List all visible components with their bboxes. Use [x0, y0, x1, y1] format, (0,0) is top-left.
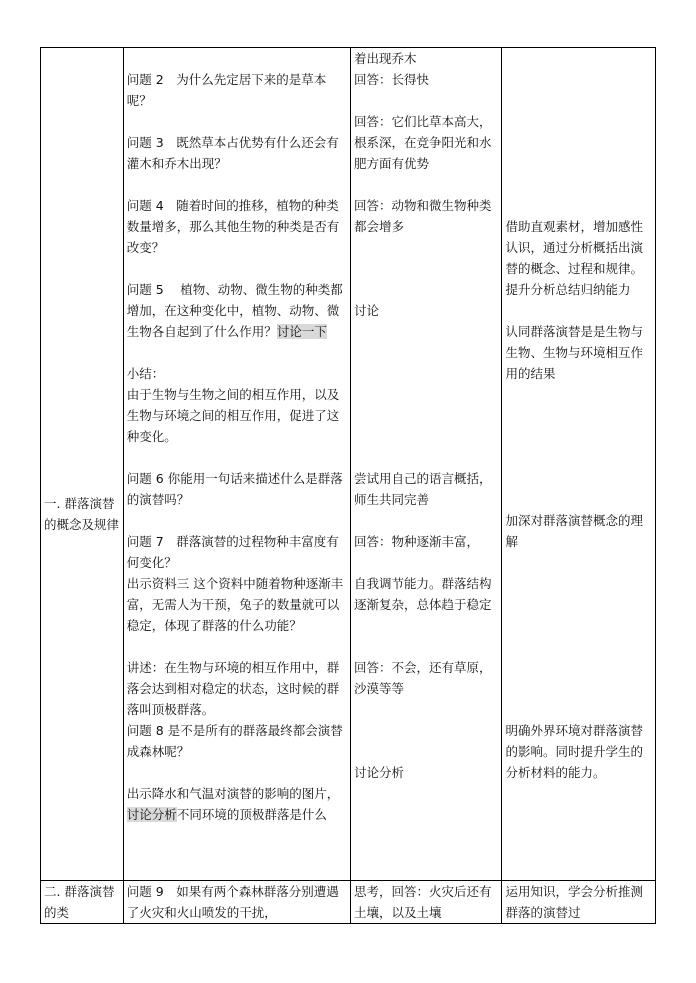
table-row — [41, 881, 656, 924]
teacher-activity-cell — [123, 48, 350, 881]
intent-text: 认同群落演替是是生物与生物、生物与环境相互作用的结果 — [505, 324, 643, 381]
intent-text: 加深对群落演替概念的理解 — [505, 513, 643, 549]
highlight-text: 讨论一下 — [276, 324, 327, 339]
design-intent-cell — [502, 881, 656, 924]
teacher-text-part: 问题 5 植物、动物、微生物的种类都增加，在这种变化中，植物、动物、微生物各自起到了什么作用？ — [126, 282, 343, 339]
teacher-activity-cell — [123, 881, 350, 924]
teacher-text: 问题 4 随着时间的推移，植物的种类数量增多，那么其他生物的种类是否有改变？ — [126, 198, 340, 255]
teacher-text: 问题 9 如果有两个森林群落分别遭遇了火灾和火山喷发的干扰， — [126, 884, 339, 920]
teacher-text: 出示资料三 这个资料中随着物种逐渐丰富，无需人为干预，兔子的数量就可以稳定，体现了群落的什么功能？ — [126, 576, 344, 633]
teacher-text: 小结： — [126, 366, 165, 381]
student-activity-cell — [351, 881, 502, 924]
highlight-text: 讨论分析 — [126, 807, 177, 822]
topic-cell — [41, 48, 124, 881]
topic-cell — [41, 881, 124, 924]
teacher-text: 问题 7 群落演替的过程物种丰富度有何变化？ — [126, 534, 339, 570]
lesson-plan-table — [40, 47, 656, 924]
student-text: 思考，回答：火灾后还有土壤，以及土壤 — [354, 884, 492, 920]
student-text: 回答：长得快 — [354, 72, 430, 87]
student-text: 回答：动物和微生物种类都会增多 — [354, 198, 492, 234]
teacher-text-part: 不同环境的顶极群落是什么 — [176, 807, 327, 822]
teacher-text: 问题 6 你能用一句话来描述什么是群落的演替吗？ — [126, 471, 343, 507]
teacher-text-part: 出示降水和气温对演替的影响的图片， — [126, 786, 340, 801]
student-text: 自我调节能力。群落结构逐渐复杂，总体趋于稳定 — [354, 576, 492, 612]
intent-text: 借助直观素材，增加感性认识，通过分析概括出演替的概念、过程和规律。提升分析总结归纳能力 — [505, 219, 643, 297]
student-text: 回答：不会，还有草原，沙漠等等 — [354, 660, 492, 696]
student-text: 讨论 — [354, 303, 380, 318]
intent-text: 明确外界环境对群落演替的影响。同时提升学生的分析材料的能力。 — [505, 723, 643, 780]
teacher-text: 问题 8 是不是所有的群落最终都会演替成森林呢？ — [126, 723, 343, 759]
teacher-text: 由于生物与生物之间的相互作用，以及生物与环境之间的相互作用，促进了这种变化。 — [126, 387, 340, 444]
topic-text: 一. 群落演替的概念及规律 — [44, 496, 120, 532]
table-row — [41, 48, 656, 881]
teacher-text — [127, 783, 347, 825]
intent-text: 运用知识，学会分析推测群落的演替过 — [505, 884, 643, 920]
design-intent-cell — [502, 48, 656, 881]
teacher-text: 问题 2 为什么先定居下来的是草本呢？ — [126, 72, 327, 108]
student-text: 尝试用自己的语言概括，师生共同完善 — [354, 471, 492, 507]
student-text: 回答：物种逐渐丰富， — [354, 534, 480, 549]
teacher-text — [127, 279, 347, 342]
student-text: 着出现乔木 — [354, 51, 417, 66]
topic-text: 二. 群落演替的类 — [44, 884, 115, 920]
teacher-text: 讲述：在生物与环境的相互作用中，群落会达到相对稳定的状态，这时候的群落叫顶极群落。 — [126, 660, 340, 717]
student-text: 回答：它们比草本高大，根系深，在竞争阳光和水肥方面有优势 — [354, 114, 492, 171]
student-text: 讨论分析 — [354, 765, 405, 780]
teacher-text: 问题 3 既然草本占优势有什么还会有灌木和乔木出现？ — [126, 135, 339, 171]
student-activity-cell — [351, 48, 502, 881]
